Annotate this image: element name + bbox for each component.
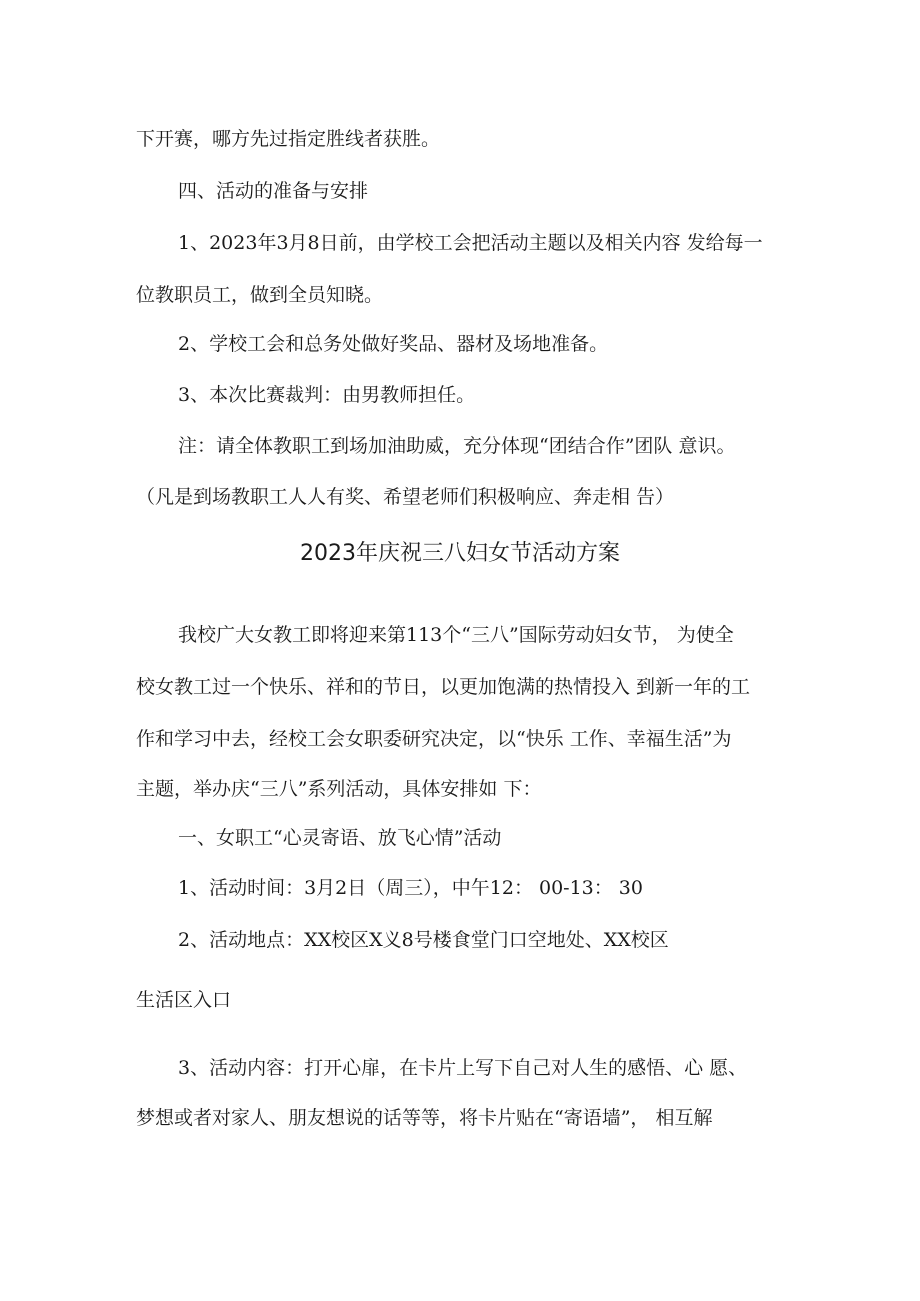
text-line: 1、活动时间：3月2日（周三），中午12： 00-13： 30 [178,877,643,899]
document-title: 2023年庆祝三八妇女节活动方案 [300,541,620,566]
text-line: 梦想或者对家人、朋友想说的话等等，将卡片贴在“寄语墙”， 相互解 [136,1107,713,1129]
text-line: 3、本次比赛裁判：由男教师担任。 [178,384,476,406]
text-line: 我校广大女教工即将迎来第113个“三八”国际劳动妇女节， 为使全 [178,624,734,646]
text-line: 生活区入口 [136,989,232,1011]
text-line: 2、学校工会和总务处做好奖品、器材及场地准备。 [178,333,609,355]
text-line: 下开赛，哪方先过指定胜线者获胜。 [136,128,441,150]
text-line: 位教职员工，做到全员知晓。 [136,284,384,306]
note-line: 注：请全体教职工到场加油助威，充分体现“团结合作”团队 意识。 [178,435,736,457]
section-heading: 四、活动的准备与安排 [178,180,369,202]
text-line: 1、2023年3月8日前，由学校工会把活动主题以及相关内容 发给每一 [178,232,763,254]
section-heading: 一、女职工“心灵寄语、放飞心情”活动 [178,827,502,849]
text-line: 主题，举办庆“三八”系列活动，具体安排如 下： [136,778,542,800]
text-line: 3、活动内容：打开心扉，在卡片上写下自己对人生的感悟、心 愿、 [178,1057,748,1079]
text-line: 校女教工过一个快乐、祥和的节日，以更加饱满的热情投入 到新一年的工 [136,676,751,698]
note-line: （凡是到场教职工人人有奖、希望老师们积极响应、奔走相 告） [136,486,675,508]
text-line: 2、活动地点：XX校区X义8号楼食堂门口空地处、XX校区 [178,929,669,951]
text-line: 作和学习中去，经校工会女职委研究决定，以“快乐 工作、幸福生活”为 [136,728,732,750]
